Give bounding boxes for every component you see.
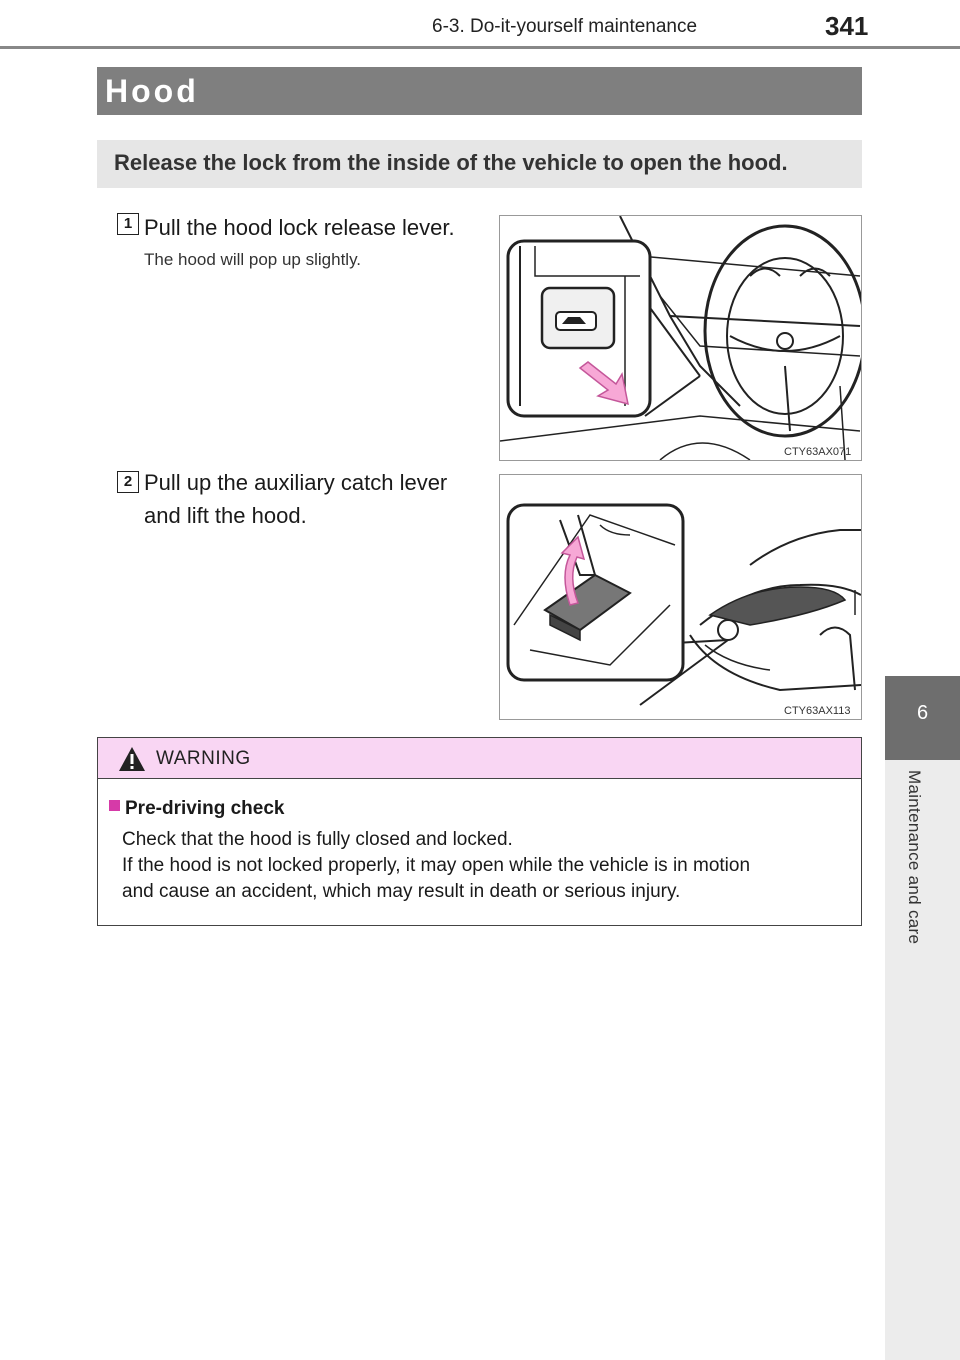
header-rule xyxy=(0,46,960,49)
step-2-text-line-2: and lift the hood. xyxy=(144,503,307,528)
step-1-text: Pull the hood lock release lever. xyxy=(144,215,455,240)
page-title: Hood xyxy=(105,73,199,109)
figure-code-2: CTY63AX113 xyxy=(784,705,851,717)
chapter-title: Maintenance and care xyxy=(905,770,924,945)
warning-line-1: Check that the hood is fully closed and locked. xyxy=(122,829,513,850)
hood-release-illustration xyxy=(500,216,861,460)
warning-subheading: Pre-driving check xyxy=(125,798,285,819)
intro-box xyxy=(97,140,862,188)
page-header xyxy=(0,0,960,50)
step-number-1: 1 xyxy=(117,213,139,235)
section-title: 6-3. Do-it-yourself maintenance xyxy=(432,16,698,37)
page-number: 341 xyxy=(825,11,869,41)
warning-label: WARNING xyxy=(156,748,251,769)
step-number-2: 2 xyxy=(117,471,139,493)
warning-line-3: and cause an accident, which may result in death or serious injury. xyxy=(122,881,681,902)
step-2-text-line-1: Pull up the auxiliary catch lever xyxy=(144,470,448,495)
auxiliary-catch-illustration xyxy=(500,475,861,719)
figure-code-1: CTY63AX071 xyxy=(784,446,852,458)
warning-line-2: If the hood is not locked properly, it may open while the vehicle is in motion xyxy=(122,855,751,876)
intro-text: Release the lock from the inside of the vehicle to open the hood. xyxy=(114,150,788,175)
step-1-note: The hood will pop up slightly. xyxy=(144,250,362,269)
chapter-tab xyxy=(885,676,960,760)
warning-box xyxy=(97,737,862,926)
warning-header xyxy=(98,738,861,779)
section-heading-bar xyxy=(97,67,862,115)
figure-hood-release-lever xyxy=(499,215,862,461)
warning-body xyxy=(122,827,857,905)
warning-bullet-square xyxy=(109,800,120,811)
chapter-number: 6 xyxy=(916,702,929,724)
warning-triangle-icon xyxy=(118,746,146,772)
figure-auxiliary-catch-lever xyxy=(499,474,862,720)
